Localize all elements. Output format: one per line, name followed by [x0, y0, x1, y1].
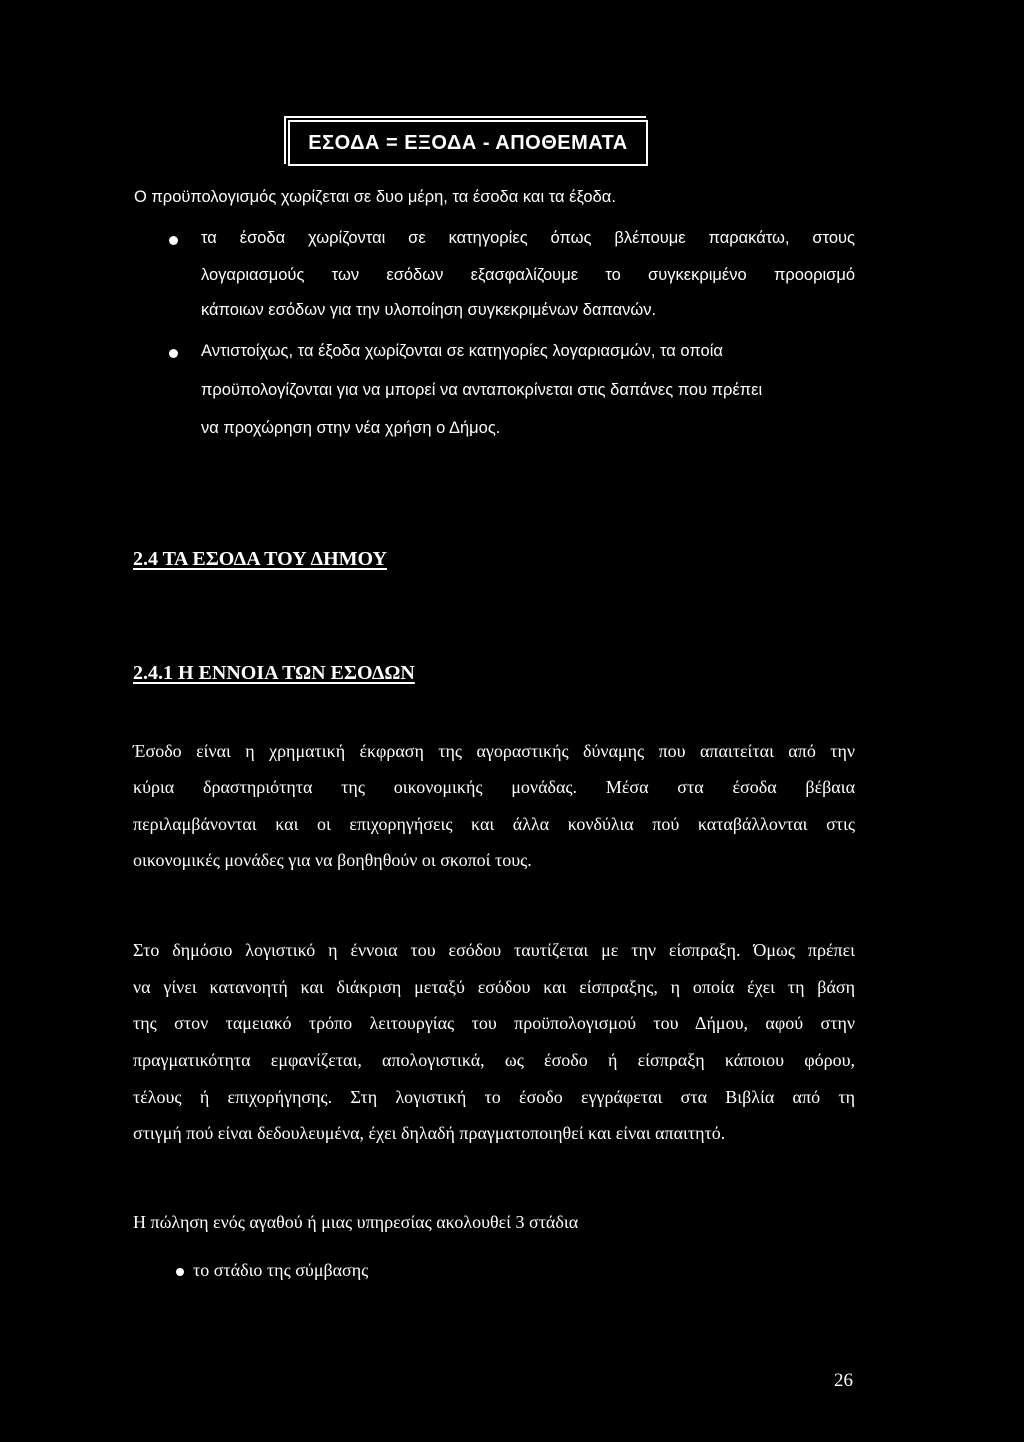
- para2-line-6: στιγμή πού είναι δεδουλευμένα, έχει δηλαδή πραγματοποιηθεί και είναι απαιτητό.: [133, 1123, 726, 1143]
- bullet2-line-2: προϋπολογίζονται για να μπορεί να ανταποκρίνεται στις δαπάνες που πρέπει: [201, 381, 763, 399]
- intro-line: Ο προϋπολογισμός χωρίζεται σε δυο μέρη, τα έσοδα και τα έξοδα.: [134, 188, 616, 206]
- bullet2-line-1: Αντιστοίχως, τα έξοδα χωρίζονται σε κατηγορίες λογαριασμών, τα οποία: [201, 342, 723, 360]
- para2-line-5: τέλους ή επιχορήγησης. Στη λογιστική το έσοδο εγγράφεται στα Βιβλία από τη: [133, 1087, 855, 1107]
- para1-line-4: οικονομικές μονάδες για να βοηθηθούν οι σκοποί τους.: [133, 850, 532, 870]
- para2-line-2: να γίνει κατανοητή και διάκριση μεταξύ εσόδου και είσπραξης, η οποία έχει τη βάση: [133, 977, 855, 997]
- bullet1-line-1: τα έσοδα χωρίζονται σε κατηγορίες όπως βλέπουμε παρακάτω, στους: [201, 229, 855, 247]
- para1-line-3: περιλαμβάνονται και οι επιχορηγήσεις και άλλα κονδύλια πού καταβάλλονται στις: [133, 814, 855, 834]
- para2-line-1: Στο δημόσιο λογιστικό η έννοια του εσόδου ταυτίζεται με την είσπραξη. Όμως πρέπει: [133, 940, 855, 960]
- bullet2-line-3: να προχώρηση στην νέα χρήση ο Δήμος.: [201, 419, 501, 437]
- bullet1-line-3: κάποιων εσόδων για την υλοποίηση συγκεκριμένων δαπανών.: [201, 301, 657, 319]
- para1-line-2: κύρια δραστηριότητα της οικονομικής μονάδας. Μέσα στα έσοδα βέβαια: [133, 777, 855, 797]
- bullet-icon: [169, 349, 178, 358]
- bullet-icon: [169, 236, 178, 245]
- bullet3-text: το στάδιο της σύμβασης: [193, 1260, 369, 1280]
- bullet-icon: [176, 1268, 184, 1276]
- para2-line-3: της στον ταμειακό τρόπο λειτουργίας του προϋπολογισμού του Δήμου, αφού στην: [133, 1013, 855, 1033]
- bullet1-line-2: λογαριασμούς των εσόδων εξασφαλίζουμε το συγκεκριμένο προορισμό: [201, 266, 855, 284]
- para1-line-1: Έσοδο είναι η χρηματική έκφραση της αγοραστικής δύναμης που απαιτείται από την: [133, 741, 855, 761]
- page-number: 26: [834, 1370, 853, 1391]
- title-box: ΕΣΟΔΑ = ΕΞΟΔΑ - ΑΠΟΘΕΜΑΤΑ: [288, 120, 648, 166]
- para3: Η πώληση ενός αγαθού ή μιας υπηρεσίας ακολουθεί 3 στάδια: [133, 1212, 579, 1232]
- para2-line-4: πραγματικότητα εμφανίζεται, απολογιστικά, ως έσοδο ή είσπραξη κάποιου φόρου,: [133, 1050, 855, 1070]
- section-heading-2-4: 2.4 ΤΑ ΕΣΟΔΑ ΤΟΥ ΔΗΜΟΥ: [133, 548, 387, 570]
- section-heading-2-4-1: 2.4.1 Η ΕΝΝΟΙΑ ΤΩΝ ΕΣΟΔΩΝ: [133, 662, 415, 684]
